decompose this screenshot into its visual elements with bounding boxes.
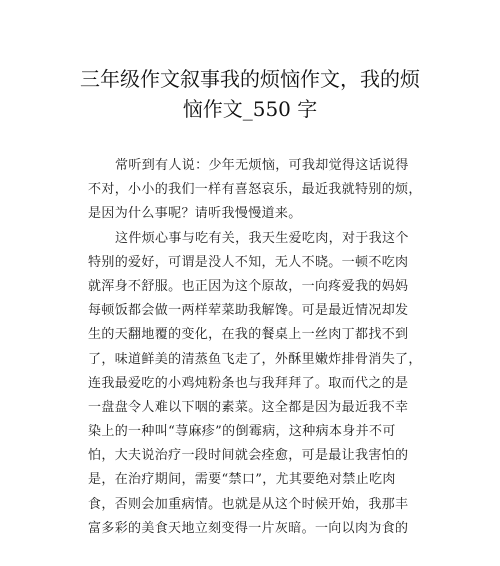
paragraph-line: 这件烦心事与吃有关，我天生爱吃肉，对于我这个 — [115, 230, 409, 246]
paragraph-line: 染上的一种叫“荨麻疹”的倒霉病，这种病本身并不可 — [88, 424, 396, 440]
paragraph-line: 食，否则会加重病情。也就是从这个时候开始，我那丰 — [88, 496, 409, 512]
essay-body — [88, 154, 422, 541]
paragraph-line: 就浑身不舒服。也正因为这个原故，一向疼爱我的妈妈 — [88, 278, 409, 294]
paragraph-line: 一盘盘令人难以下咽的素菜。这全都是因为最近我不幸 — [88, 399, 409, 415]
paragraph-line: 富多彩的美食天地立刻变得一片灰暗。一向以肉为食的 — [88, 520, 409, 536]
title-line: 恼作文_550 字 — [182, 97, 318, 121]
paragraph-line: 怕，大夫说治疗一段时间就会痊愈，可是最让我害怕的 — [88, 448, 409, 464]
paragraph-line: 了，味道鲜美的清蒸鱼飞走了，外酥里嫩炸排骨消失了， — [88, 351, 422, 367]
paragraph-line: 生的天翻地覆的变化，在我的餐桌上一丝肉丁都找不到 — [88, 327, 409, 343]
paragraph-line: 常听到有人说：少年无烦恼，可我却觉得这话说得 — [115, 158, 409, 173]
paragraph-line: 连我最爱吃的小鸡炖粉条也与我拜拜了。取而代之的是 — [88, 375, 409, 391]
title-line: 三年级作文叙事我的烦恼作文，我的烦 — [80, 67, 420, 91]
paragraph-line: 不对，小小的我们一样有喜怒哀乐，最近我就特别的烦， — [88, 182, 422, 198]
paragraph-line: 是，在治疗期间，需要“禁口”，尤其要绝对禁止吃肉 — [88, 472, 396, 488]
paragraph-line: 每顿饭都会做一两样荤菜助我解馋。可是最近情况却发 — [88, 303, 409, 319]
paragraph-line: 特别的爱好，可谓是没人不知，无人不晓。一顿不吃肉 — [88, 254, 409, 270]
paragraph-line: 是因为什么事呢？请听我慢慢道来。 — [88, 206, 302, 222]
document-title — [70, 64, 430, 124]
